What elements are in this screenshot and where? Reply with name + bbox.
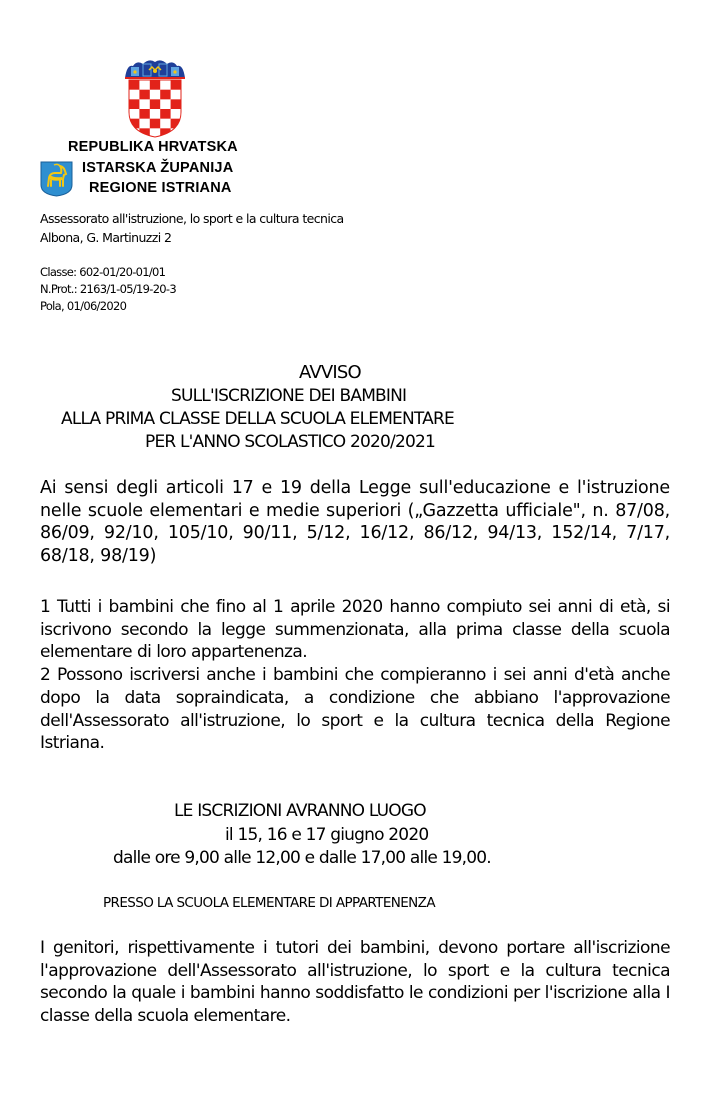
reference-place-date: Pola, 01/06/2020	[40, 299, 127, 313]
notice-subtitle-2: ALLA PRIMA CLASSE DELLA SCUOLA ELEMENTARE	[61, 409, 454, 429]
header-republic: REPUBLIKA HRVATSKA	[68, 139, 238, 155]
schedule-heading: LE ISCRIZIONI AVRANNO LUOGO	[174, 801, 426, 821]
condition-point-2: 2 Possono iscriversi anche i bambini che compieranno i sei anni d'età anche dopo la data sopraindicata, a condizione che abbiano l'approvazione dell'Assessorato all'istruzione, lo sport e la cultura tecnica della Regione Istriana.	[40, 665, 670, 754]
shield-square	[139, 128, 149, 138]
shield-square	[150, 80, 160, 90]
reference-classe: Classe: 602-01/20-01/01	[40, 265, 166, 279]
shield-square	[160, 128, 170, 138]
office-name: Assessorato all'istruzione, lo sport e la cultura tecnica	[40, 211, 344, 226]
closing-text: I genitori, rispettivamente i tutori dei bambini, devono portare all'iscrizione l'approvazione dell'Assessorato all'istruzione, lo sport e la cultura tecnica secondo la quale i bambini hanno soddisfatto le condizioni per l'iscrizione alla I classe della scuola elementare.	[40, 938, 670, 1027]
legal-basis-text: Ai sensi degli articoli 17 e 19 della Legge sull'educazione e l'istruzione nelle scuole elementari e medie superiori („Gazzetta ufficiale", n. 87/08, 86/09, 92/10, 105/10, 90/11, 5/12, 16/12, 86/12, 94/13, 152/14, 7/17, 68/18, 98/19)	[40, 478, 670, 566]
istria-goat-emblem-icon	[40, 161, 73, 197]
conditions-section	[40, 596, 670, 755]
office-address: Albona, G. Martinuzzi 2	[40, 230, 172, 245]
schedule-dates: il 15, 16 e 17 giugno 2020	[225, 825, 429, 845]
condition-point-1: 1 Tutti i bambini che fino al 1 aprile 2020 hanno compiuto sei anni di età, si iscrivono secondo la legge summenzionata, alla prima classe della scuola elementare di loro appartenenza.	[40, 597, 670, 663]
header-county: ISTARSKA ŽUPANIJA	[82, 160, 234, 176]
shield-square	[139, 90, 149, 100]
shield-square	[139, 109, 149, 119]
reference-nprot: N.Prot.: 2163/1-05/19-20-3	[40, 282, 176, 296]
shield-square	[160, 90, 170, 100]
shield-square	[171, 99, 181, 109]
crown	[125, 60, 185, 78]
notice-subtitle-3: PER L'ANNO SCOLASTICO 2020/2021	[145, 432, 436, 452]
header-region: REGIONE ISTRIANA	[89, 180, 232, 196]
legal-basis-paragraph	[40, 477, 670, 567]
schedule-hours: dalle ore 9,00 alle 12,00 e dalle 17,00 alle 19,00.	[113, 848, 491, 868]
notice-title: AVVISO	[299, 362, 361, 383]
notice-subtitle-1: SULL'ISCRIZIONE DEI BAMBINI	[171, 386, 407, 406]
shield-square	[129, 80, 139, 90]
location-text: PRESSO LA SCUOLA ELEMENTARE DI APPARTENENZA	[103, 895, 435, 911]
closing-paragraph	[40, 937, 670, 1028]
shield-square	[171, 80, 181, 90]
croatian-coat-of-arms-icon	[121, 58, 189, 138]
shield-square	[129, 99, 139, 109]
shield-square	[150, 119, 160, 129]
shield-square	[150, 99, 160, 109]
shield-square	[160, 109, 170, 119]
